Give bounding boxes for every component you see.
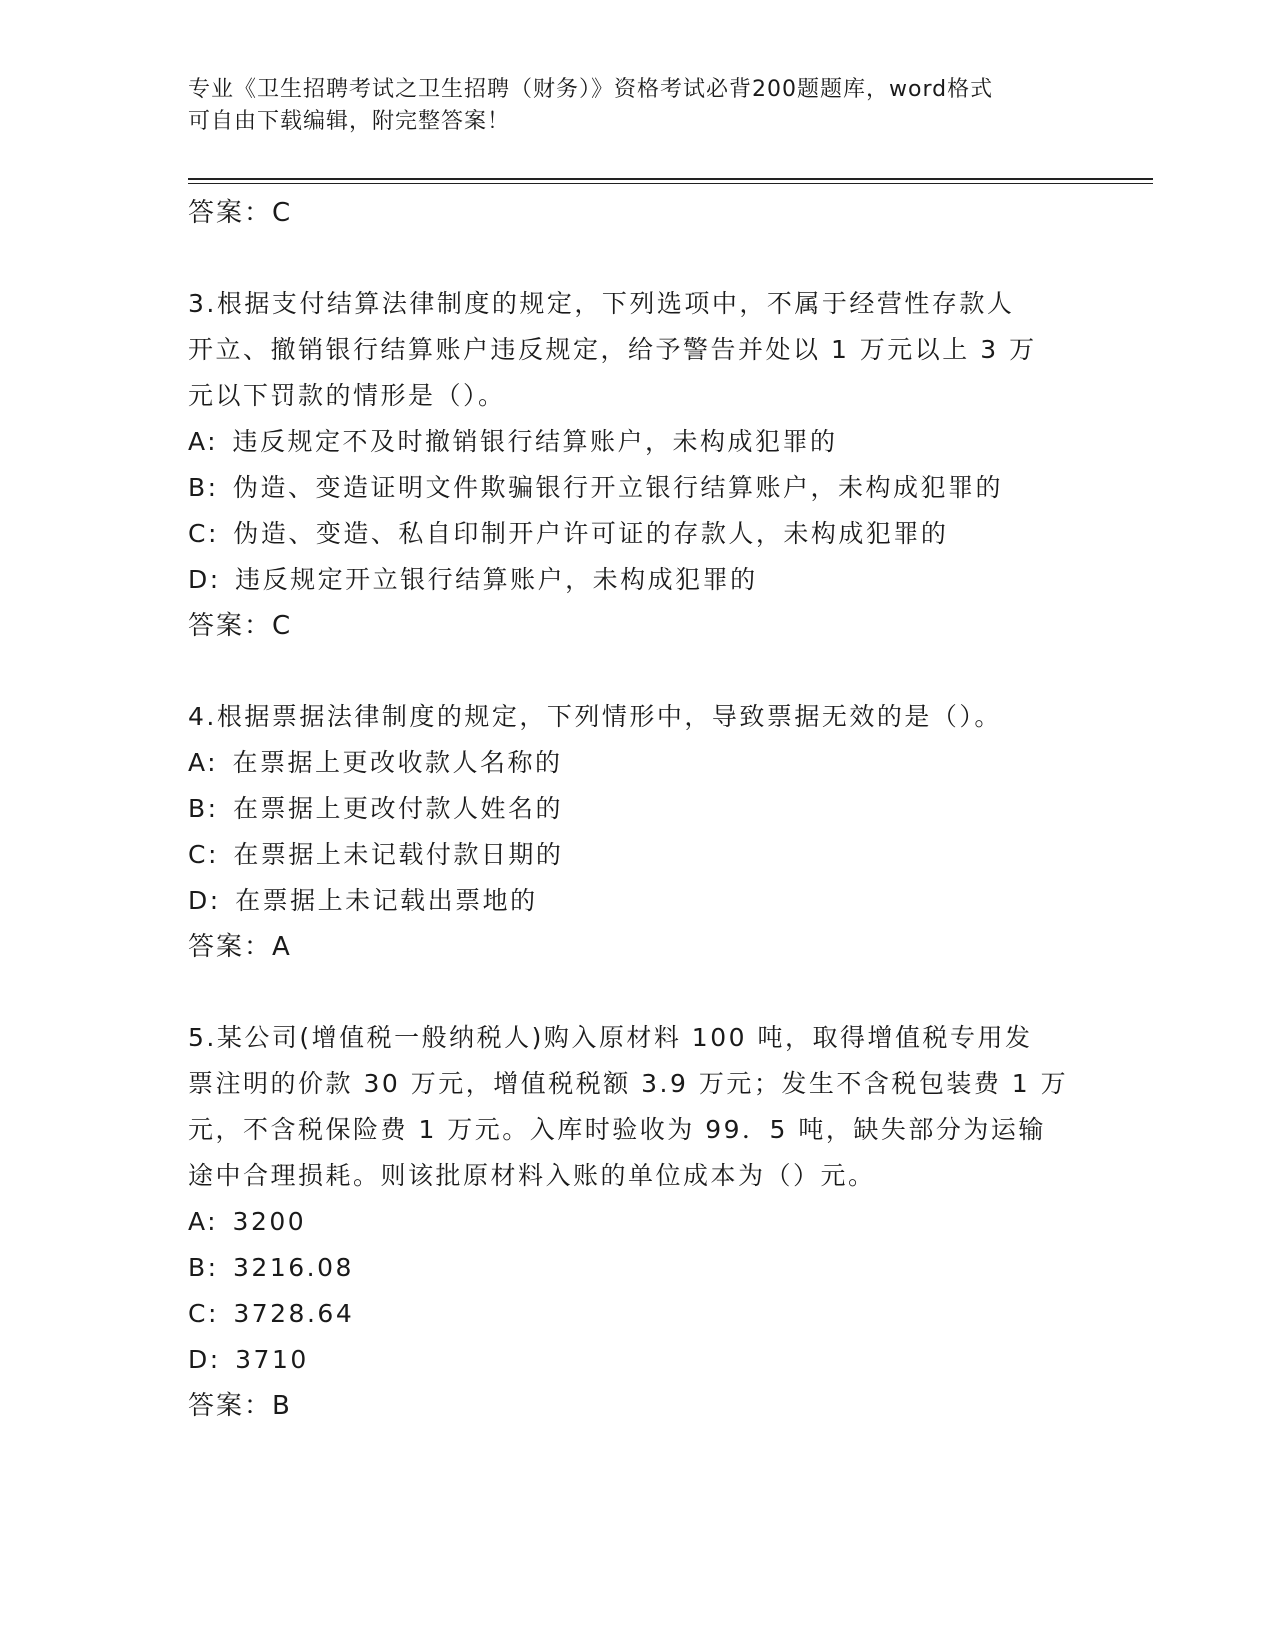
option-label: B:	[188, 473, 219, 502]
question-stem-line: 途中合理损耗。则该批原材料入账的单位成本为（）元。	[188, 1161, 876, 1190]
option-c	[188, 1291, 1088, 1337]
option-a	[188, 740, 1088, 786]
option-label: C:	[188, 519, 219, 548]
answer-prefix: 答案：	[188, 198, 273, 228]
answer-value: C	[272, 198, 293, 228]
header-line-2: 可自由下载编辑，附完整答案！	[188, 109, 511, 134]
option-label: D:	[188, 1345, 221, 1374]
option-c	[188, 511, 1088, 557]
question-stem-line: 票注明的价款 30 万元，增值税税额 3.9 万元；发生不含税包装费 1 万	[188, 1069, 1069, 1098]
answer-line	[188, 1383, 1088, 1429]
option-d	[188, 557, 1088, 603]
answer-line	[188, 603, 1088, 649]
option-text: 3200	[232, 1207, 307, 1236]
option-label: B:	[188, 794, 219, 823]
option-d	[188, 1337, 1088, 1383]
question-block	[188, 281, 1088, 649]
question-block	[188, 694, 1088, 970]
option-text: 在票据上未记载出票地的	[235, 886, 538, 915]
question-stem-line: 元，不含税保险费 1 万元。入库时验收为 99．5 吨，缺失部分为运输	[188, 1115, 1046, 1144]
question-block	[188, 1015, 1088, 1429]
option-label: D:	[188, 886, 221, 915]
option-text: 违反规定不及时撤销银行结算账户，未构成犯罪的	[232, 427, 838, 456]
option-text: 在票据上未记载付款日期的	[233, 840, 564, 869]
option-label: C:	[188, 1299, 219, 1328]
option-label: D:	[188, 565, 221, 594]
option-b	[188, 1245, 1088, 1291]
option-text: 3216.08	[233, 1253, 354, 1282]
question-stem-line: 开立、撤销银行结算账户违反规定，给予警告并处以 1 万元以上 3 万	[188, 335, 1037, 364]
option-c	[188, 832, 1088, 878]
option-b	[188, 786, 1088, 832]
option-text: 3728.64	[233, 1299, 355, 1328]
option-text: 在票据上更改付款人姓名的	[233, 794, 564, 823]
option-text: 3710	[235, 1345, 309, 1374]
header-rule-thin	[188, 183, 1153, 184]
answer-value: A	[272, 932, 292, 962]
question-stem-line: 3.根据支付结算法律制度的规定，下列选项中，不属于经营性存款人	[188, 289, 1015, 318]
answer-line	[188, 190, 1088, 236]
option-b	[188, 465, 1088, 511]
answer-value: B	[272, 1391, 292, 1421]
document-body	[188, 190, 1088, 1429]
answer-line	[188, 924, 1088, 970]
option-text: 在票据上更改收款人名称的	[232, 748, 563, 777]
option-label: A:	[188, 1207, 219, 1236]
option-text: 伪造、变造、私自印制开户许可证的存款人，未构成犯罪的	[233, 519, 949, 548]
document-header	[188, 74, 1088, 138]
option-label: C:	[188, 840, 219, 869]
option-d	[188, 878, 1088, 924]
answer-prefix: 答案：	[188, 611, 273, 641]
option-text: 伪造、变造证明文件欺骗银行开立银行结算账户，未构成犯罪的	[233, 473, 1004, 502]
answer-value: C	[272, 611, 293, 641]
option-label: A:	[188, 427, 219, 456]
option-label: A:	[188, 748, 219, 777]
option-a	[188, 419, 1088, 465]
answer-prefix: 答案：	[188, 932, 273, 962]
answer-prefix: 答案：	[188, 1391, 273, 1421]
header-line-1: 专业《卫生招聘考试之卫生招聘（财务）》资格考试必背200题题库，word格式	[188, 77, 994, 102]
question-stem-line: 4.根据票据法律制度的规定，下列情形中，导致票据无效的是（）。	[188, 702, 1002, 731]
question-stem-line: 5.某公司(增值税一般纳税人)购入原材料 100 吨，取得增值税专用发	[188, 1023, 1033, 1052]
question-stem-line: 元以下罚款的情形是（）。	[188, 381, 506, 410]
option-a	[188, 1199, 1088, 1245]
header-rule-thick	[188, 178, 1153, 180]
option-text: 违反规定开立银行结算账户，未构成犯罪的	[235, 565, 758, 594]
option-label: B:	[188, 1253, 219, 1282]
